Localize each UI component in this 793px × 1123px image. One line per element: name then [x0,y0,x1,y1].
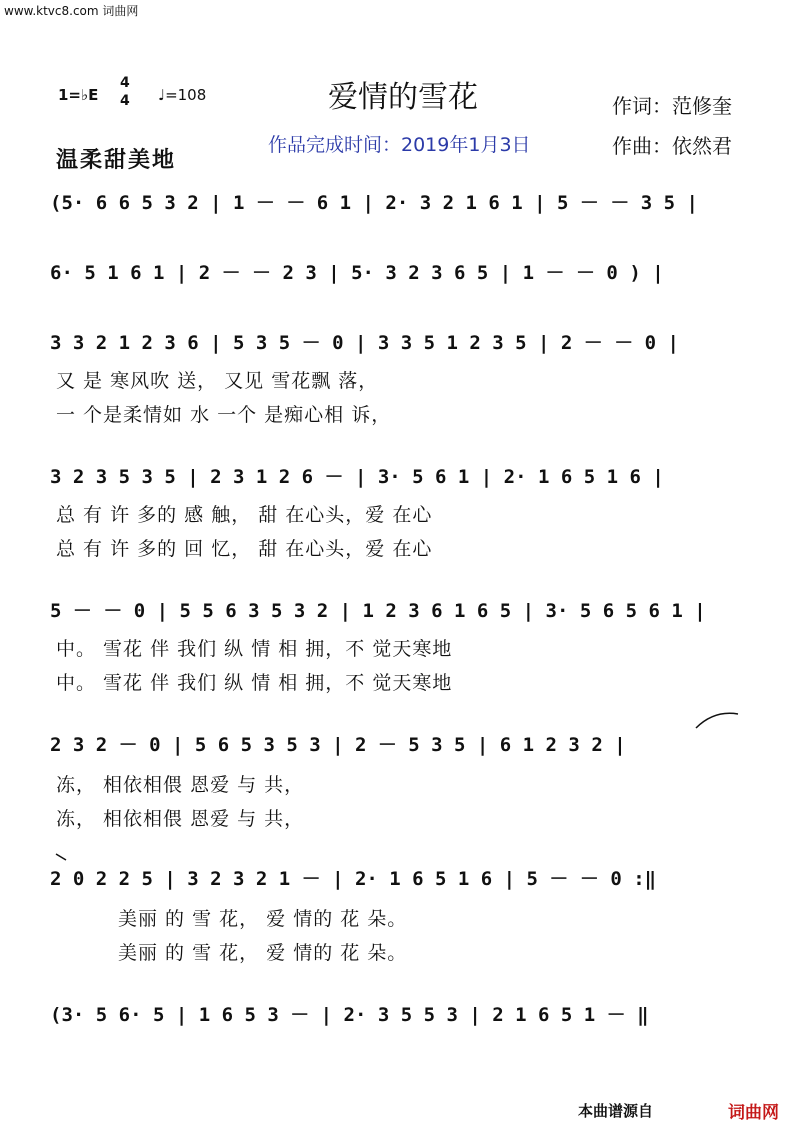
score-row-5-lyrics-verse-2: 中。 雪花 伴 我们 纵 情 相 拥，不 觉天寒地 [56,672,453,694]
score-row-2-notes: 6· 5 1 6 1 | 2 － － 2 3 | 5· 3 2 3 6 5 | 1 － － 0 ) | [50,262,664,284]
composer-credit: 作曲：依然君 [612,134,732,158]
score-row-8-notes: (3· 5 6· 5 | 1 6 5 3 － | 2· 3 5 5 3 | 2 1 6 5 1 － ‖ [50,1004,649,1026]
score-row-6-lyrics-verse-1: 冻， 相依相偎 恩爱 与 共， [56,774,305,796]
score-row-6-notes: 2 3 2 － 0 | 5 6 5 3 5 3 | 2 － 5 3 5 | 6 1 2 3 2 | [50,734,626,756]
score-row-1-notes: (5· 6 6 5 3 2 | 1 － － 6 1 | 2· 3 2 1 6 1 | 5 － － 3 5 | [50,192,698,214]
song-title: 爱情的雪花 [328,80,478,115]
score-row-4-lyrics-verse-1: 总 有 许 多的 感 触， 甜 在心头，爱 在心 [56,504,433,526]
key-signature: 1=♭E [58,86,99,104]
tempo-marking: ♩=108 [158,86,207,104]
score-row-3-lyrics-verse-2: 一 个是柔情如 水 一个 是痴心相 诉， [56,404,392,426]
score-row-5-notes: 5 － － 0 | 5 5 6 3 5 3 2 | 1 2 3 6 1 6 5 | 3· 5 6 5 6 1 | [50,600,706,622]
score-row-5-lyrics-verse-1: 中。 雪花 伴 我们 纵 情 相 拥，不 觉天寒地 [56,638,453,660]
score-row-7-notes: 2 0 2 2 5 | 3 2 3 2 1 － | 2· 1 6 5 1 6 | 5 － － 0 :‖ [50,868,657,890]
score-row-4-lyrics-verse-2: 总 有 许 多的 回 忆， 甜 在心头，爱 在心 [56,538,433,560]
slur-mark-small [54,852,70,864]
source-note: 本曲谱源自 [578,1102,654,1120]
completion-date: 作品完成时间：2019年1月3日 [268,134,531,156]
time-signature [120,74,130,110]
footer-site-logo: 词曲网 [728,1103,779,1123]
site-watermark: www.ktvc8.com 词曲网 [4,4,139,18]
lyricist-credit: 作词：范修奎 [612,94,732,118]
score-row-7-lyrics-verse-2: 美丽 的 雪 花， 爱 情的 花 朵。 [118,942,408,964]
score-row-7-lyrics-verse-1: 美丽 的 雪 花， 爱 情的 花 朵。 [118,908,408,930]
score-row-3-lyrics-verse-1: 又 是 寒风吹 送， 又见 雪花飘 落， [56,370,379,392]
score-row-6-lyrics-verse-2: 冻， 相依相偎 恩爱 与 共， [56,808,305,830]
expression-marking: 温柔甜美地 [56,148,177,173]
score-row-3-notes: 3 3 2 1 2 3 6 | 5 3 5 － 0 | 3 3 5 1 2 3 5 | 2 － － 0 | [50,332,679,354]
time-signature-top: 4 [120,75,130,91]
score-row-4-notes: 3 2 3 5 3 5 | 2 3 1 2 6 － | 3· 5 6 1 | 2· 1 6 5 1 6 | [50,466,664,488]
time-signature-bottom: 4 [120,93,130,109]
slur-mark [694,708,742,732]
